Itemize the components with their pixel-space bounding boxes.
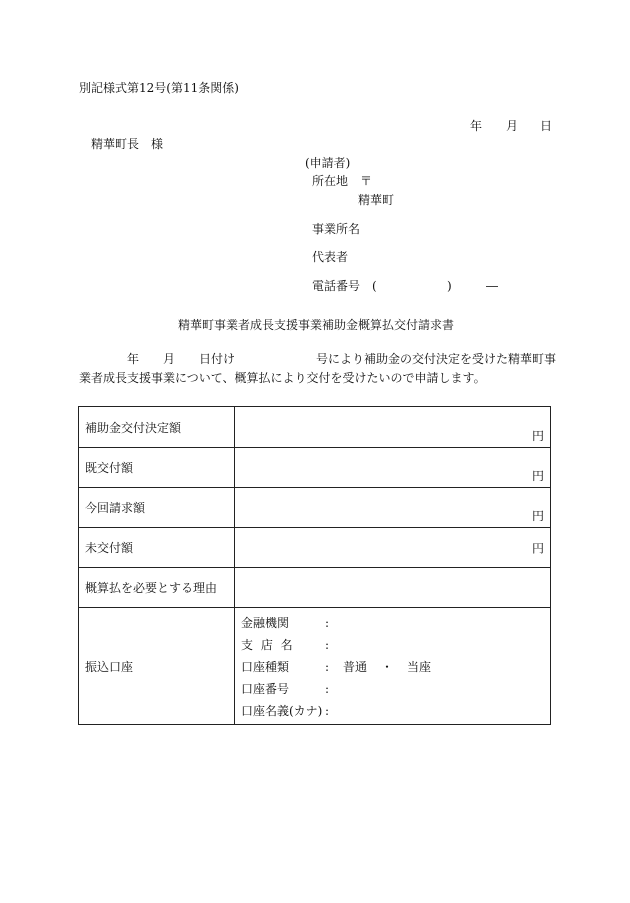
- office-name-label: 事業所名: [312, 222, 361, 236]
- account-type-separator: ・: [381, 660, 394, 674]
- paid-amount-field[interactable]: [235, 448, 551, 488]
- colon: :: [325, 704, 330, 718]
- table-row: [79, 407, 551, 448]
- addressee: 精華町長 様: [91, 137, 164, 151]
- colon: :: [325, 638, 330, 652]
- account-type-current-option[interactable]: 当座: [407, 660, 432, 674]
- date-year-label: 年: [470, 119, 483, 133]
- form-number: 別記様式第12号(第11条関係): [79, 81, 239, 95]
- transfer-account-label: 振込口座: [79, 608, 235, 725]
- body-year: 年: [127, 352, 140, 366]
- bank-institution-row[interactable]: [241, 612, 550, 634]
- applicant-heading: (申請者): [305, 156, 351, 170]
- body-month: 月: [163, 352, 176, 366]
- representative-label: 代表者: [312, 250, 349, 264]
- account-number-label: 口座番号: [241, 682, 290, 696]
- reason-label: 概算払を必要とする理由: [79, 568, 235, 608]
- phone-label: 電話番号: [312, 279, 361, 293]
- date-month-label: 月: [506, 119, 519, 133]
- account-type-ordinary-option[interactable]: 普通: [343, 660, 368, 674]
- body-line1-rest: 号により補助金の交付決定を受けた精華町事: [316, 352, 557, 366]
- unpaid-amount-field[interactable]: [235, 528, 551, 568]
- body-line2: 業者成長支援事業について、概算払により交付を受けたいので申請します。: [79, 371, 486, 385]
- yen-unit: 円: [531, 469, 544, 483]
- table-row: [79, 568, 551, 608]
- account-holder-row[interactable]: [241, 700, 550, 722]
- decided-amount-label: 補助金交付決定額: [79, 407, 235, 448]
- date-day-label: 日: [540, 119, 553, 133]
- body-dated: 日付け: [199, 352, 236, 366]
- unpaid-amount-label: 未交付額: [79, 528, 235, 568]
- bank-institution-label: 金融機関: [241, 616, 290, 630]
- current-request-field[interactable]: [235, 488, 551, 528]
- request-table: [78, 406, 551, 725]
- postal-mark: 〒: [360, 174, 373, 188]
- bank-details: [235, 608, 551, 725]
- yen-unit: 円: [531, 541, 544, 555]
- bank-branch-label: 支 店 名: [241, 638, 295, 652]
- account-type-label: 口座種類: [241, 660, 290, 674]
- paid-amount-label: 既交付額: [79, 448, 235, 488]
- phone-dash: ―: [486, 279, 498, 293]
- decided-amount-field[interactable]: [235, 407, 551, 448]
- table-row: [79, 608, 551, 725]
- colon: :: [325, 616, 330, 630]
- account-number-row[interactable]: [241, 678, 550, 700]
- colon: :: [325, 660, 330, 674]
- account-type-row: [241, 656, 550, 678]
- table-row: [79, 488, 551, 528]
- colon: :: [325, 682, 330, 696]
- account-holder-label: 口座名義(カナ): [241, 704, 323, 718]
- yen-unit: 円: [531, 429, 544, 443]
- current-request-label: 今回請求額: [79, 488, 235, 528]
- bank-branch-row[interactable]: [241, 634, 550, 656]
- phone-paren-close: ): [447, 279, 452, 293]
- table-row: [79, 448, 551, 488]
- phone-paren-open: (: [372, 279, 377, 293]
- town-name: 精華町: [358, 193, 395, 207]
- yen-unit: 円: [531, 509, 544, 523]
- address-label: 所在地: [312, 174, 349, 188]
- reason-field[interactable]: [235, 568, 551, 608]
- document-title: 精華町事業者成長支援事業補助金概算払交付請求書: [178, 318, 455, 332]
- table-row: [79, 528, 551, 568]
